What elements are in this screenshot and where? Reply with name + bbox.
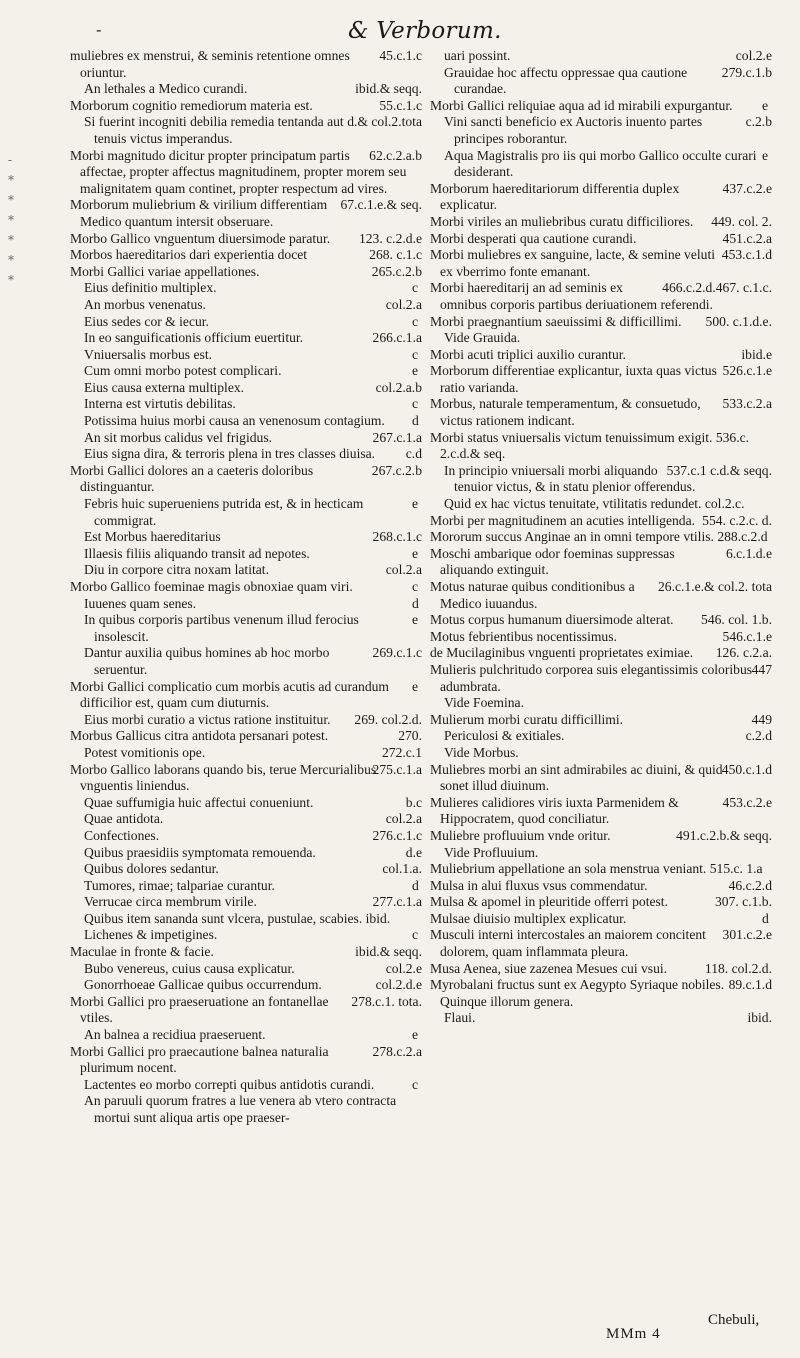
page-reference: 267.c.2.b: [371, 462, 422, 478]
entry-text: In eo sanguificationis officium euertitur.: [84, 330, 304, 346]
index-entry: c Lactentes eo morbo correpti quibus antidotis curandi.: [84, 1076, 419, 1092]
index-entry: e An balnea a recidiua praeseruent.: [84, 1027, 419, 1043]
margin-marks: [8, 150, 32, 290]
entry-text: Morbi viriles an muliebribus curatu difficiliores.: [430, 213, 694, 229]
page-reference: 451.c.2.a: [722, 230, 772, 246]
index-entry: [70, 48, 422, 81]
entry-text: Febris huic superueniens putrida est, & in hecticam commigrat.: [84, 496, 364, 528]
entry-text: Morborum cognitio remediorum materia est.: [70, 97, 313, 113]
entry-text: In quibus corporis partibus venenum illud ferocius insolescit.: [84, 612, 359, 644]
index-entry: [70, 247, 422, 264]
index-entry: [430, 280, 772, 313]
entry-text: Mulsae diuisio multiplex explicatur.: [430, 910, 627, 926]
entry-text: Morbi praegnantium saeuissimi & difficillimi.: [430, 313, 682, 329]
page-reference: ibid.e: [741, 346, 772, 362]
index-entry: [430, 745, 772, 762]
page-reference: 533.c.2.a: [722, 396, 772, 412]
entry-text: Dantur auxilia quibus homines ab hoc morbo seruentur.: [84, 645, 330, 677]
entry-text: Morbi Gallici variae appellationes.: [70, 263, 260, 279]
index-entry: [70, 961, 422, 978]
entry-text: Est Morbus haereditarius: [84, 529, 221, 545]
index-entry: [70, 148, 422, 198]
left-column: [70, 48, 422, 1127]
index-entry: [70, 861, 422, 878]
index-entry: [70, 712, 422, 729]
entry-text: Maculae in fronte & facie.: [70, 944, 214, 960]
page-reference: 46.c.2.d: [728, 877, 772, 893]
entry-text: Vide Profluuium.: [444, 844, 539, 860]
entry-text: Diu in corpore citra noxam latitat.: [84, 562, 269, 578]
index-entry: [430, 181, 772, 214]
entry-text: Verrucae circa membrum virile.: [84, 894, 257, 910]
page-reference: d.& col.2.tota: [347, 114, 422, 130]
entry-text: Illaesis filiis aliquando transit ad nepotes.: [84, 545, 310, 561]
index-entry: c Lichenes & impetigines.: [84, 927, 419, 943]
index-entry: [70, 645, 422, 678]
page-reference: 449: [751, 711, 772, 727]
index-entry: e Febris huic superueniens putrida est, & in hecticam commigrat.: [84, 496, 419, 528]
page-reference: d.e: [405, 844, 422, 860]
index-entry: [430, 961, 772, 978]
right-column: [430, 48, 772, 1027]
index-entry: [70, 944, 422, 961]
entry-text: Morbi Gallici pro praecautione balnea naturalia plurimum nocent.: [70, 1043, 329, 1076]
page-reference: 265.c.2.b: [371, 263, 422, 279]
index-entry: [430, 612, 772, 629]
entry-text: Morbus, naturale temperamentum, & consuetudo, victus rationem indicant.: [430, 396, 701, 429]
entry-text: Morborum differentiae explicantur, iuxta quas victus ratio varianda.: [430, 363, 717, 395]
entry-text: Motus corpus humanum diuersimode alterat.: [430, 612, 674, 628]
index-entry: [70, 562, 422, 579]
index-entry: [430, 214, 772, 231]
index-entry: [430, 114, 772, 147]
page-reference: 450.c.1.d: [721, 761, 772, 777]
index-entry: [70, 795, 422, 812]
entry-text: Quae suffumigia huic affectui conueniunt.: [84, 794, 314, 810]
page-reference: ibid.& seqq.: [355, 944, 422, 960]
index-entry: e Morbi Gallici reliquiae aqua ad id mirabili expurgantur.: [430, 97, 769, 113]
index-entry: [70, 197, 422, 230]
index-entry: e In quibus corporis partibus venenum illud ferocius insolescit.: [84, 612, 419, 644]
index-entry: [70, 430, 422, 447]
entry-text: Morbi Gallici reliquiae aqua ad id mirabili expurgantur.: [430, 97, 733, 113]
page-reference: 67.c.1.e.& seq.: [340, 197, 422, 213]
margin-mark: *: [8, 213, 14, 227]
index-entry: [430, 231, 772, 248]
index-entry: [430, 513, 772, 530]
entry-text: Vniuersalis morbus est.: [84, 346, 212, 362]
entry-text: Morbi muliebres ex sanguine, lacte, & semine veluti ex vberrimo fonte emanant.: [430, 247, 716, 279]
index-entry: [430, 828, 772, 845]
catchword: Chebuli,: [708, 1312, 760, 1328]
entry-text: de Mucilaginibus vnguenti proprietates eximiae.: [430, 645, 694, 661]
index-entry: [430, 430, 772, 463]
index-entry: e Cum omni morbo potest complicari.: [84, 363, 419, 379]
page-reference: 491.c.2.b.& seqq.: [676, 827, 772, 843]
entry-text: Vide Morbus.: [444, 744, 519, 760]
page-reference: 62.c.2.a.b: [369, 147, 422, 163]
entry-text: Mulieres calidiores viris iuxta Parmenidem & Hippocratem, quod conciliatur.: [430, 794, 679, 827]
index-entry: d Tumores, rimae; talpariae curantur.: [84, 877, 419, 893]
entry-text: Eius morbi curatio a victus ratione instituitur.: [84, 711, 331, 727]
page-reference: col.2.e: [385, 960, 422, 976]
entry-text: Vide Grauida.: [444, 330, 521, 346]
index-entry: [430, 894, 772, 911]
entry-text: Bubo venereus, cuius causa explicatur.: [84, 960, 295, 976]
signature-mark: MMm 4: [606, 1326, 661, 1342]
page-reference: 268.c.1.c: [372, 529, 422, 545]
page-reference: ibid.& seqq.: [355, 81, 422, 97]
entry-text: Quae antidota.: [84, 811, 164, 827]
entry-text: Morbi Gallici complicatio cum morbis acutis ad curandum difficilior est, quam cum diuturnis.: [70, 678, 389, 711]
index-entry: d Mulsae diuisio multiplex explicatur.: [430, 910, 769, 926]
page-reference: 270.: [398, 728, 422, 744]
entry-text: Musa Aenea, siue zazenea Mesues cui vsui.: [430, 960, 668, 976]
entry-text: Quid ex hac victus tenuitate, vtilitatis redundet. col.2.c.: [444, 496, 745, 512]
entry-text: Morbi per magnitudinem an acuties intelligenda.: [430, 512, 696, 528]
page-reference: 275.c.1.a: [372, 761, 422, 777]
margin-mark: *: [8, 173, 14, 187]
entry-text: Si fuerint incogniti debilia remedia tentanda aut tenuis victus imperandus.: [84, 114, 344, 146]
entry-text: Eius definitio multiplex.: [84, 280, 217, 296]
margin-mark: *: [8, 273, 14, 287]
index-entry: [430, 629, 772, 646]
page-reference: 26.c.1.e.& col.2. tota: [657, 579, 772, 594]
entry-text: Gonorrhoeae Gallicae quibus occurrendum.: [84, 977, 322, 993]
index-entry: c Vniuersalis morbus est.: [84, 346, 419, 362]
index-entry: [430, 463, 772, 496]
entry-text: Morbo Gallico foeminae magis obnoxiae quam viri.: [70, 579, 353, 594]
page-reference: 269. col.2.d.: [354, 711, 422, 727]
entry-text: Vini sancti beneficio ex Auctoris inuento partes principes roborantur.: [444, 114, 703, 146]
entry-text: Morborum muliebrium & virilium differentiam Medico quantum intersit obseruare.: [70, 197, 328, 229]
entry-text: Mulierum morbi curatu difficillimi.: [430, 711, 624, 727]
index-entry: [430, 977, 772, 1010]
index-entry: [430, 845, 772, 862]
index-entry: [430, 762, 772, 795]
index-entry: [430, 314, 772, 331]
entry-text: Muliebres morbi an sint admirabiles ac diuini, & quid sonet illud diuinum.: [430, 761, 723, 794]
index-entry: [430, 330, 772, 347]
page-reference: 537.c.1 c.d.& seqq.: [666, 462, 772, 478]
index-entry: d Potissima huius morbi causa an venenosum contagium.: [84, 413, 419, 429]
page-reference: 278.c.1. tota.: [351, 993, 422, 1009]
index-entry: [70, 380, 422, 397]
page-reference: 6.c.1.d.e: [725, 545, 772, 561]
entry-text: Flaui.: [444, 1010, 476, 1026]
entry-text: Mororum succus Anginae an in omni tempore vtilis. 288.c.2.d: [430, 529, 768, 545]
index-entry: [430, 795, 772, 828]
index-entry: [70, 911, 422, 928]
page-reference: 89.c.1.d: [728, 977, 772, 993]
index-entry: d Iuuenes quam senes.: [84, 595, 419, 611]
index-entry: [430, 529, 772, 546]
page-reference: col.2.a: [385, 811, 422, 827]
entry-text: Vide Foemina.: [444, 695, 524, 711]
page-reference: c.d: [405, 446, 422, 462]
entry-text: An sit morbus calidus vel frigidus.: [84, 429, 273, 445]
page-footer: [0, 1312, 800, 1352]
entry-text: Mulsa in alui fluxus vsus commendatur.: [430, 877, 648, 893]
index-entry: [70, 81, 422, 98]
page-reference: 500. c.1.d.e.: [705, 313, 772, 329]
entry-text: Morbi Gallici dolores an a caeteris doloribus distinguantur.: [70, 462, 314, 495]
entry-text: Potest vomitionis ope.: [84, 744, 206, 760]
entry-text: Iuuenes quam senes.: [84, 595, 197, 611]
page-reference: col.2.d.e: [375, 977, 422, 993]
page-reference: 269.c.1.c: [372, 645, 422, 661]
index-entry: [70, 98, 422, 115]
margin-mark: *: [8, 233, 14, 247]
page-reference: 466.c.2.d.467. c.1.c.: [662, 280, 772, 296]
page-reference: c.2.d: [745, 728, 772, 744]
index-entry: [70, 845, 422, 862]
entry-text: Quibus item sananda sunt vlcera, pustulae, scabies. ibid.: [84, 910, 391, 926]
page-reference: 437.c.2.e: [722, 180, 772, 196]
index-entry: [430, 1010, 772, 1027]
page-reference: 272.c.1: [381, 744, 422, 760]
index-entry: [70, 828, 422, 845]
index-entry: [70, 463, 422, 496]
page-reference: 266.c.1.a: [372, 330, 422, 346]
page-reference: 276.c.1.c: [372, 827, 422, 843]
entry-text: Eius causa externa multiplex.: [84, 379, 245, 395]
entry-text: Lichenes & impetigines.: [84, 927, 218, 943]
index-entry: e Aqua Magistralis pro iis qui morbo Gallico occulte curari desiderant.: [444, 147, 769, 180]
index-entry: c Morbo Gallico foeminae magis obnoxiae quam viri.: [70, 579, 419, 594]
index-entry: [430, 662, 772, 695]
entry-text: Grauidae hoc affectu oppressae qua cautione curandae.: [444, 64, 688, 97]
page-reference: 55.c.1.c: [379, 97, 422, 113]
page-reference: b.c: [405, 794, 422, 810]
header-mark: -: [96, 20, 102, 39]
index-entry: [430, 496, 772, 513]
index-entry: c Eius sedes cor & iecur.: [84, 313, 419, 329]
entry-text: Periculosi & exitiales.: [444, 728, 565, 744]
index-entry: [70, 745, 422, 762]
entry-text: muliebres ex menstrui, & seminis retentione omnes oriuntur.: [70, 48, 350, 80]
entry-text: Aqua Magistralis pro iis qui morbo Gallico occulte curari desiderant.: [444, 147, 757, 180]
entry-text: Morbi magnitudo dicitur propter principatum partis affectae, propter affectus magnitudinem, propter morem seu malignitatem quam continet, propter respectum ad vires.: [70, 147, 407, 196]
entry-text: Morbus Gallicus citra antidota persanari potest.: [70, 728, 329, 744]
entry-text: Cum omni morbo potest complicari.: [84, 363, 282, 379]
entry-text: Morbi Gallici pro praeseruatione an fontanellae vtiles.: [70, 993, 329, 1026]
index-entry: [70, 529, 422, 546]
index-entry: [430, 48, 772, 65]
index-entry: [430, 579, 772, 612]
entry-text: Morbi haereditarij an ad seminis ex omnibus corporis partibus deriuationem referendi.: [430, 280, 713, 312]
page-reference: 453.c.2.e: [722, 794, 772, 810]
entry-text: Eius sedes cor & iecur.: [84, 313, 209, 329]
index-entry: [70, 994, 422, 1027]
entry-text: Potissima huius morbi causa an venenosum contagium.: [84, 413, 385, 429]
entry-text: Morbi acuti triplici auxilio curantur.: [430, 346, 626, 362]
index-entry: [70, 977, 422, 994]
page-reference: c.2.b: [745, 114, 772, 130]
index-entry: e Illaesis filiis aliquando transit ad nepotes.: [84, 545, 419, 561]
index-entry: [430, 363, 772, 396]
index-entry: [70, 446, 422, 463]
entry-text: An lethales a Medico curandi.: [84, 81, 248, 97]
entry-text: Interna est virtutis debilitas.: [84, 396, 236, 412]
index-entry: [430, 546, 772, 579]
page-reference: col.2.a: [385, 296, 422, 312]
index-entry: [70, 114, 422, 147]
margin-mark: *: [8, 253, 14, 267]
index-entry: [70, 231, 422, 248]
entry-text: Mulsa & apomel in pleuritide offerri potest.: [430, 894, 668, 910]
page-reference: 526.c.1.e: [722, 363, 772, 379]
entry-text: uari possint.: [444, 48, 511, 63]
index-entry: [430, 396, 772, 429]
index-entry: [430, 347, 772, 364]
page-reference: col.2.a: [385, 562, 422, 578]
index-entry: c Eius definitio multiplex.: [84, 280, 419, 296]
entry-text: Confectiones.: [84, 827, 160, 843]
index-entry: [70, 297, 422, 314]
page-reference: col.2.a.b: [375, 379, 422, 395]
entry-text: Motus naturae quibus conditionibus a Medico iuuandus.: [430, 579, 635, 611]
index-entry: [430, 645, 772, 662]
index-entry: [430, 695, 772, 712]
entry-text: Muliebrium appellatione an sola menstrua veniant. 515.c. 1.a: [430, 861, 763, 877]
entry-text: Quibus dolores sedantur.: [84, 861, 219, 877]
index-entry: [70, 762, 422, 795]
page-reference: 278.c.2.a: [372, 1043, 422, 1059]
entry-text: Lactentes eo morbo correpti quibus antidotis curandi.: [84, 1076, 375, 1092]
page-reference: 447: [751, 661, 772, 677]
page-reference: col.2.e: [735, 48, 772, 63]
index-entry: [430, 728, 772, 745]
index-entry: [430, 65, 772, 98]
entry-text: Morbi desperati qua cautione curandi.: [430, 230, 637, 246]
running-title: & Verborum.: [348, 18, 502, 44]
page-reference: 123. c.2.d.e: [358, 230, 422, 246]
page-reference: 118. col.2.d.: [704, 960, 772, 976]
page-reference: 546.c.1.e: [722, 628, 772, 644]
index-entry: [70, 1044, 422, 1077]
page-reference: ibid.: [747, 1010, 772, 1026]
entry-text: Eius signa dira, & terroris plena in tres classes diuisa.: [84, 446, 376, 462]
index-entry: [430, 927, 772, 960]
page-reference: 268. c.1.c: [369, 247, 422, 263]
page-reference: 277.c.1.a: [372, 894, 422, 910]
index-entry: [430, 861, 772, 878]
index-entry: [70, 811, 422, 828]
entry-text: In principio vniuersali morbi aliquando tenuior victus, & in statu plenior offerendus.: [444, 462, 696, 495]
entry-text: Mulieris pulchritudo corporea suis elegantissimis coloribus adumbrata.: [430, 661, 753, 694]
index-entry: [70, 894, 422, 911]
index-entry: [70, 728, 422, 745]
entry-text: Motus febrientibus nocentissimus.: [430, 628, 617, 644]
entry-text: Moschi ambarique odor foeminas suppressas aliquando extinguit.: [430, 545, 675, 578]
page-reference: 126. c.2.a.: [715, 645, 772, 661]
margin-mark: -: [8, 153, 13, 167]
page-reference: 453.c.1.d: [721, 247, 772, 263]
entry-text: An balnea a recidiua praeseruent.: [84, 1027, 266, 1043]
index-entry: [70, 1093, 422, 1126]
page-reference: 45.c.1.c: [379, 48, 422, 63]
index-entry: [430, 247, 772, 280]
page-reference: 307. c.1.b.: [714, 894, 772, 910]
entry-text: Morbos haereditarios dari experientia docet: [70, 247, 308, 263]
entry-text: Muliebre profluuium vnde oritur.: [430, 827, 611, 843]
page-reference: 279.c.1.b: [721, 64, 772, 80]
margin-mark: *: [8, 193, 14, 207]
entry-text: Morbo Gallico vnguentum diuersimode paratur.: [70, 230, 331, 246]
index-entry: c Interna est virtutis debilitas.: [84, 396, 419, 412]
index-entry: [430, 878, 772, 895]
page-reference: 449. col. 2.: [711, 213, 772, 229]
index-entry: [70, 264, 422, 281]
page-header: [0, 14, 800, 48]
page-reference: 554. c.2.c. d.: [702, 512, 772, 528]
entry-text: An morbus venenatus.: [84, 296, 206, 312]
entry-text: An paruuli quorum fratres a lue venera ab vtero contracta mortui sunt aliqua artis ope praeser-: [84, 1093, 397, 1125]
entry-text: Quibus praesidiis symptomata remouenda.: [84, 844, 316, 860]
entry-text: Tumores, rimae; talpariae curantur.: [84, 877, 275, 893]
page-reference: col.1.a.: [382, 861, 422, 877]
entry-text: Myrobalani fructus sunt ex Aegypto Syriaque nobiles. Quinque illorum genera.: [430, 977, 725, 1009]
index-entry: [430, 712, 772, 729]
entry-text: Morbi status vniuersalis victum tenuissimum exigit. 536.c. 2.c.d.& seq.: [430, 429, 750, 462]
index-entry: [70, 330, 422, 347]
index-entry: e Morbi Gallici complicatio cum morbis acutis ad curandum difficilior est, quam cum diuturnis.: [70, 678, 419, 711]
entry-text: Musculi interni intercostales an maiorem concitent dolorem, quam inflammata pleura.: [430, 927, 706, 960]
page-reference: 546. col. 1.b.: [701, 612, 772, 628]
entry-text: Morbo Gallico laborans quando bis, terue Mercurialibus vnguentis liniendus.: [70, 761, 377, 794]
entry-text: Morborum haereditariorum differentia duplex explicatur.: [430, 180, 680, 213]
page-reference: 301.c.2.e: [722, 927, 772, 943]
page-reference: 267.c.1.a: [372, 429, 422, 445]
